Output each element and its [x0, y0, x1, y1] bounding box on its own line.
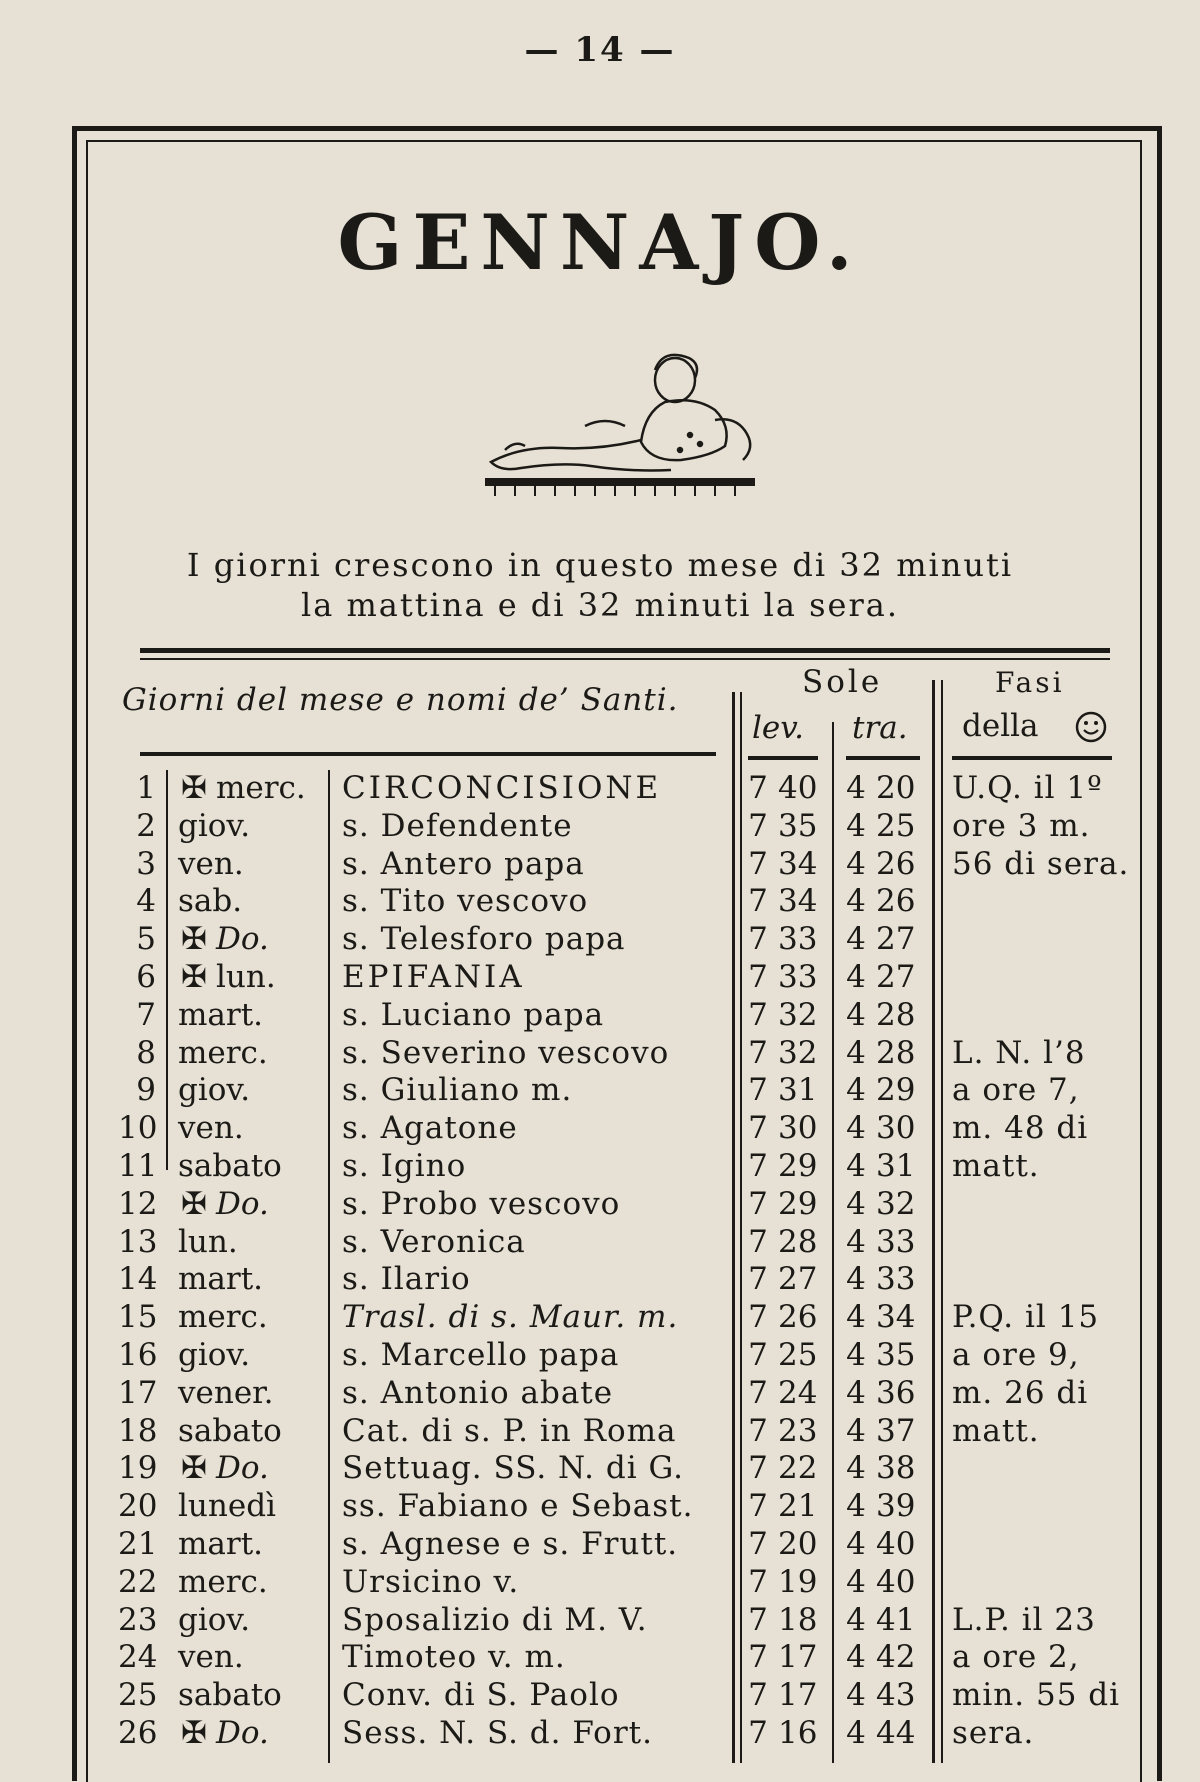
- sunset-minute: 40: [876, 1526, 916, 1562]
- weekday-cell: [178, 1564, 268, 1600]
- sunset-hour: 4: [846, 959, 866, 995]
- weekday-cell: [178, 1035, 268, 1071]
- day-number: 11: [118, 1148, 158, 1184]
- sunrise-hour: 7: [748, 921, 768, 958]
- weekday-name: giov.: [178, 1072, 251, 1109]
- sunset-hour: 4: [846, 1526, 866, 1562]
- sunrise-hour: 7: [748, 1110, 768, 1147]
- sunrise-hour: 7: [748, 1034, 768, 1071]
- header-rule-bottom: [140, 658, 1110, 660]
- moon-phase-note: matt.: [952, 1412, 1040, 1449]
- weekday-name: ven.: [178, 845, 244, 882]
- day-number: 24: [118, 1639, 158, 1676]
- weekday-cell: [178, 997, 263, 1033]
- weekday-name: merc.: [216, 770, 306, 806]
- saint-name: s. Igino: [342, 1148, 467, 1184]
- saint-name: Timoteo v. m.: [342, 1639, 566, 1676]
- sunrise-minute: 28: [778, 1223, 818, 1260]
- moon-phase-note: L.P. il 23: [952, 1601, 1096, 1638]
- weekday-name: Do.: [216, 1185, 269, 1222]
- weekday-name: mart.: [178, 1261, 264, 1298]
- sunrise-minute: 19: [778, 1563, 818, 1600]
- weekday-name: sab.: [178, 883, 243, 920]
- sunset-hour: 4: [846, 1261, 866, 1298]
- weekday-name: merc.: [178, 1034, 268, 1071]
- sunset-minute: 27: [876, 921, 916, 958]
- day-number: 12: [118, 1185, 158, 1222]
- table-row: [0, 1261, 1200, 1299]
- weekday-cell: [178, 1375, 273, 1411]
- saint-name: Cat. di s. P. in Roma: [342, 1412, 677, 1449]
- sunrise-hour: 7: [748, 1601, 768, 1638]
- sunrise-minute: 32: [778, 996, 818, 1033]
- sunrise-minute: 16: [778, 1715, 818, 1751]
- sunrise-minute: 33: [778, 959, 818, 995]
- sunrise-hour: 7: [748, 1185, 768, 1222]
- weekday-cell: [178, 1450, 269, 1486]
- weekday-name: giov.: [178, 1601, 251, 1638]
- table-row: [0, 1488, 1200, 1526]
- sunset-hour: 4: [846, 1072, 866, 1109]
- feast-cross-icon: ✠: [181, 921, 207, 958]
- saint-name: s. Agnese e s. Frutt.: [342, 1526, 679, 1562]
- sunset-hour: 4: [846, 1488, 866, 1525]
- weekday-name: Do.: [216, 921, 269, 958]
- header-fasi: Fasi: [995, 666, 1065, 699]
- weekday-cell: [178, 1072, 250, 1108]
- moon-phase-note: a ore 7,: [952, 1072, 1080, 1109]
- sunset-minute: 42: [876, 1639, 916, 1676]
- sunset-hour: 4: [846, 1412, 866, 1449]
- header-underline-left: [140, 752, 716, 756]
- weekday-cell: [178, 959, 276, 995]
- header-lev: lev.: [752, 710, 804, 746]
- weekday-cell: [178, 846, 244, 882]
- sunrise-hour: 7: [748, 1261, 768, 1298]
- weekday-name: ven.: [178, 1639, 244, 1676]
- moon-face-icon: [1074, 710, 1108, 744]
- weekday-name: ven.: [178, 1110, 244, 1147]
- sunrise-minute: 30: [778, 1110, 818, 1147]
- saint-name: s. Tito vescovo: [342, 883, 589, 920]
- day-number: 2: [136, 807, 156, 844]
- header-underline-fasi: [952, 756, 1112, 760]
- sunset-hour: 4: [846, 1185, 866, 1222]
- weekday-name: giov.: [178, 1337, 251, 1373]
- sunrise-hour: 7: [748, 1488, 768, 1525]
- weekday-cell: [178, 1639, 244, 1675]
- day-number: 19: [118, 1450, 158, 1487]
- sunset-hour: 4: [846, 883, 866, 920]
- moon-phase-note: m. 26 di: [952, 1374, 1089, 1411]
- sunset-minute: 33: [876, 1261, 916, 1298]
- table-row: [0, 1564, 1200, 1602]
- saint-name: Settuag. SS. N. di G.: [342, 1450, 685, 1487]
- sunset-minute: 28: [876, 1034, 916, 1071]
- moon-phase-note: P.Q. il 15: [952, 1299, 1100, 1336]
- sunrise-minute: 21: [778, 1488, 818, 1525]
- moon-phase-note: U.Q. il 1º: [952, 770, 1103, 806]
- sunset-hour: 4: [846, 1563, 866, 1600]
- weekday-cell: [178, 1148, 282, 1184]
- day-number: 3: [136, 845, 156, 882]
- saint-name: s. Telesforo papa: [342, 921, 626, 958]
- sunrise-hour: 7: [748, 770, 768, 806]
- weekday-name: mart.: [178, 1526, 264, 1562]
- weekday-name: vener.: [178, 1374, 274, 1411]
- saint-name: Trasl. di s. Maur. m.: [342, 1299, 679, 1336]
- weekday-cell: [178, 1186, 269, 1222]
- sunrise-hour: 7: [748, 1072, 768, 1109]
- moon-phase-note: min. 55 di: [952, 1677, 1121, 1714]
- saint-name: s. Antero papa: [342, 845, 585, 882]
- sunrise-minute: 34: [778, 883, 818, 920]
- saint-name: s. Defendente: [342, 807, 573, 844]
- saint-name: s. Agatone: [342, 1110, 518, 1147]
- sunset-minute: 34: [876, 1299, 916, 1336]
- weekday-cell: [178, 808, 250, 844]
- table-row: [0, 883, 1200, 921]
- saint-name: Sposalizio di M. V.: [342, 1601, 648, 1638]
- sunset-minute: 37: [876, 1412, 916, 1449]
- sunrise-minute: 24: [778, 1374, 818, 1411]
- table-row: [0, 959, 1200, 997]
- day-number: 22: [118, 1563, 158, 1600]
- table-row: [0, 1224, 1200, 1262]
- sunrise-hour: 7: [748, 1450, 768, 1487]
- sunrise-hour: 7: [748, 1677, 768, 1714]
- moon-phase-note: m. 48 di: [952, 1110, 1089, 1147]
- sunset-hour: 4: [846, 845, 866, 882]
- sunset-minute: 26: [876, 883, 916, 920]
- weekday-cell: [178, 1488, 276, 1524]
- day-number: 13: [118, 1223, 158, 1260]
- sunset-minute: 33: [876, 1223, 916, 1260]
- weekday-cell: [178, 1602, 250, 1638]
- sunrise-hour: 7: [748, 807, 768, 844]
- intro-line-2: la mattina e di 32 minuti la sera.: [300, 586, 900, 624]
- weekday-cell: [178, 1413, 282, 1449]
- intro-text: [0, 545, 1200, 625]
- feast-cross-icon: ✠: [181, 1715, 207, 1751]
- sunset-hour: 4: [846, 1715, 866, 1751]
- day-number: 6: [136, 959, 156, 995]
- sunset-minute: 31: [876, 1148, 916, 1184]
- weekday-name: Do.: [216, 1715, 269, 1751]
- day-number: 7: [136, 996, 156, 1033]
- header-underline-lev: [748, 756, 818, 760]
- weekday-cell: [178, 1677, 282, 1713]
- saint-name: s. Marcello papa: [342, 1337, 620, 1373]
- day-number: 25: [118, 1677, 158, 1714]
- saint-name: s. Probo vescovo: [342, 1185, 621, 1222]
- moon-phase-note: L. N. l’8: [952, 1034, 1086, 1071]
- sunrise-hour: 7: [748, 1639, 768, 1676]
- sunrise-hour: 7: [748, 883, 768, 920]
- sunset-minute: 44: [876, 1715, 916, 1751]
- weekday-name: sabato: [178, 1677, 282, 1714]
- month-title: GENNAJO.: [337, 198, 863, 287]
- sunrise-minute: 17: [778, 1639, 818, 1676]
- sunset-hour: 4: [846, 807, 866, 844]
- sunrise-minute: 18: [778, 1601, 818, 1638]
- sunrise-minute: 29: [778, 1185, 818, 1222]
- day-number: 5: [136, 921, 156, 958]
- sunset-minute: 36: [876, 1374, 916, 1411]
- sunrise-hour: 7: [748, 1374, 768, 1411]
- sunset-hour: 4: [846, 1034, 866, 1071]
- weekday-cell: [178, 770, 306, 806]
- weekday-cell: [178, 1337, 250, 1373]
- day-number: 26: [118, 1715, 158, 1751]
- header-underline-tra: [846, 756, 920, 760]
- weekday-cell: [178, 1526, 263, 1562]
- moon-phase-note: 56 di sera.: [952, 845, 1130, 882]
- sunrise-minute: 40: [778, 770, 818, 806]
- sunrise-minute: 32: [778, 1034, 818, 1071]
- moon-phase-note: ore 3 m.: [952, 807, 1091, 844]
- weekday-name: sabato: [178, 1148, 282, 1184]
- sunrise-hour: 7: [748, 1563, 768, 1600]
- sunrise-minute: 17: [778, 1677, 818, 1714]
- table-row: [0, 1186, 1200, 1224]
- day-number: 18: [118, 1412, 158, 1449]
- sunset-minute: 35: [876, 1337, 916, 1373]
- weekday-name: giov.: [178, 807, 251, 844]
- saint-name: CIRCONCISIONE: [342, 770, 662, 806]
- day-number: 20: [118, 1488, 158, 1525]
- saint-name: EPIFANIA: [342, 959, 525, 995]
- header-giorni: Giorni del mese e nomi de’ Santi.: [122, 682, 679, 718]
- day-number: 4: [136, 883, 156, 920]
- sunset-minute: 30: [876, 1110, 916, 1147]
- intro-line-1: I giorni crescono in questo mese di 32 minuti: [186, 546, 1014, 584]
- sunrise-minute: 33: [778, 921, 818, 958]
- weekday-cell: [178, 1261, 263, 1297]
- day-number: 15: [118, 1299, 158, 1336]
- sunset-minute: 27: [876, 959, 916, 995]
- sunrise-minute: 35: [778, 807, 818, 844]
- sunrise-minute: 26: [778, 1299, 818, 1336]
- header-della: della: [962, 708, 1039, 744]
- day-number: 14: [118, 1261, 158, 1298]
- sunset-minute: 20: [876, 770, 916, 806]
- weekday-cell: [178, 1299, 268, 1335]
- sunset-minute: 25: [876, 807, 916, 844]
- feast-cross-icon: ✠: [181, 770, 207, 806]
- sunset-hour: 4: [846, 1450, 866, 1487]
- sunset-hour: 4: [846, 1110, 866, 1147]
- sunrise-minute: 31: [778, 1072, 818, 1109]
- sunset-minute: 29: [876, 1072, 916, 1109]
- sunset-minute: 32: [876, 1185, 916, 1222]
- sunset-hour: 4: [846, 770, 866, 806]
- saint-name: s. Luciano papa: [342, 996, 605, 1033]
- header-sole: Sole: [802, 664, 883, 700]
- sunrise-hour: 7: [748, 996, 768, 1033]
- sunset-minute: 28: [876, 996, 916, 1033]
- weekday-cell: [178, 883, 242, 919]
- saint-name: Sess. N. S. d. Fort.: [342, 1715, 653, 1751]
- sunrise-hour: 7: [748, 1148, 768, 1184]
- sunrise-minute: 27: [778, 1261, 818, 1298]
- saint-name: Conv. di S. Paolo: [342, 1677, 620, 1714]
- table-row: [0, 921, 1200, 959]
- day-number: 23: [118, 1601, 158, 1638]
- page-number: — 14 —: [524, 30, 676, 70]
- sunrise-hour: 7: [748, 959, 768, 995]
- weekday-cell: [178, 1715, 269, 1751]
- day-number: 21: [118, 1526, 158, 1562]
- sunset-minute: 38: [876, 1450, 916, 1487]
- sunset-minute: 41: [876, 1601, 916, 1638]
- moon-phase-note: sera.: [952, 1715, 1035, 1751]
- day-number: 17: [118, 1374, 158, 1411]
- sunrise-hour: 7: [748, 1223, 768, 1260]
- saint-name: ss. Fabiano e Sebast.: [342, 1488, 694, 1525]
- sunset-hour: 4: [846, 1374, 866, 1411]
- sunrise-hour: 7: [748, 1715, 768, 1751]
- sunset-hour: 4: [846, 1639, 866, 1676]
- saint-name: s. Ilario: [342, 1261, 471, 1298]
- sunset-hour: 4: [846, 1148, 866, 1184]
- moon-phase-note: a ore 9,: [952, 1337, 1080, 1373]
- feast-cross-icon: ✠: [181, 1185, 207, 1222]
- sunrise-hour: 7: [748, 1412, 768, 1449]
- day-number: 9: [136, 1072, 156, 1109]
- header-tra: tra.: [852, 710, 908, 746]
- weekday-cell: [178, 1110, 244, 1146]
- saint-name: s. Antonio abate: [342, 1374, 614, 1411]
- sunset-minute: 39: [876, 1488, 916, 1525]
- sunset-minute: 26: [876, 845, 916, 882]
- weekday-name: lunedì: [178, 1488, 276, 1525]
- sunrise-minute: 20: [778, 1526, 818, 1562]
- saint-name: Ursicino v.: [342, 1563, 520, 1600]
- sunset-hour: 4: [846, 996, 866, 1033]
- sunrise-hour: 7: [748, 1299, 768, 1336]
- weekday-name: lun.: [216, 959, 276, 995]
- weekday-name: mart.: [178, 996, 264, 1033]
- header-rule-top: [140, 648, 1110, 653]
- sunrise-hour: 7: [748, 1526, 768, 1562]
- sunset-hour: 4: [846, 1601, 866, 1638]
- saint-name: s. Giuliano m.: [342, 1072, 573, 1109]
- saint-name: s. Severino vescovo: [342, 1034, 670, 1071]
- weekday-cell: [178, 921, 269, 957]
- sunset-minute: 43: [876, 1677, 916, 1714]
- sunset-hour: 4: [846, 1337, 866, 1373]
- sunrise-minute: 22: [778, 1450, 818, 1487]
- sunrise-hour: 7: [748, 845, 768, 882]
- cherub-vignette: [465, 340, 775, 500]
- table-row: [0, 1450, 1200, 1488]
- feast-cross-icon: ✠: [181, 959, 207, 995]
- day-number: 1: [136, 770, 156, 806]
- moon-phase-note: matt.: [952, 1148, 1040, 1184]
- day-number: 8: [136, 1034, 156, 1071]
- weekday-name: sabato: [178, 1412, 282, 1449]
- weekday-name: lun.: [178, 1223, 238, 1260]
- sunrise-minute: 23: [778, 1412, 818, 1449]
- table-row: [0, 997, 1200, 1035]
- weekday-name: merc.: [178, 1299, 268, 1336]
- saint-name: s. Veronica: [342, 1223, 526, 1260]
- table-row: [0, 1526, 1200, 1564]
- sunset-hour: 4: [846, 921, 866, 958]
- weekday-name: Do.: [216, 1450, 269, 1487]
- sunrise-minute: 25: [778, 1337, 818, 1373]
- sunset-hour: 4: [846, 1223, 866, 1260]
- day-number: 16: [118, 1337, 158, 1373]
- sunset-hour: 4: [846, 1299, 866, 1336]
- sunset-hour: 4: [846, 1677, 866, 1714]
- weekday-name: merc.: [178, 1563, 268, 1600]
- feast-cross-icon: ✠: [181, 1450, 207, 1487]
- day-number: 10: [118, 1110, 158, 1147]
- sunrise-minute: 34: [778, 845, 818, 882]
- sunrise-hour: 7: [748, 1337, 768, 1373]
- weekday-cell: [178, 1224, 238, 1260]
- sunrise-minute: 29: [778, 1148, 818, 1184]
- moon-phase-note: a ore 2,: [952, 1639, 1080, 1676]
- sunset-minute: 40: [876, 1563, 916, 1600]
